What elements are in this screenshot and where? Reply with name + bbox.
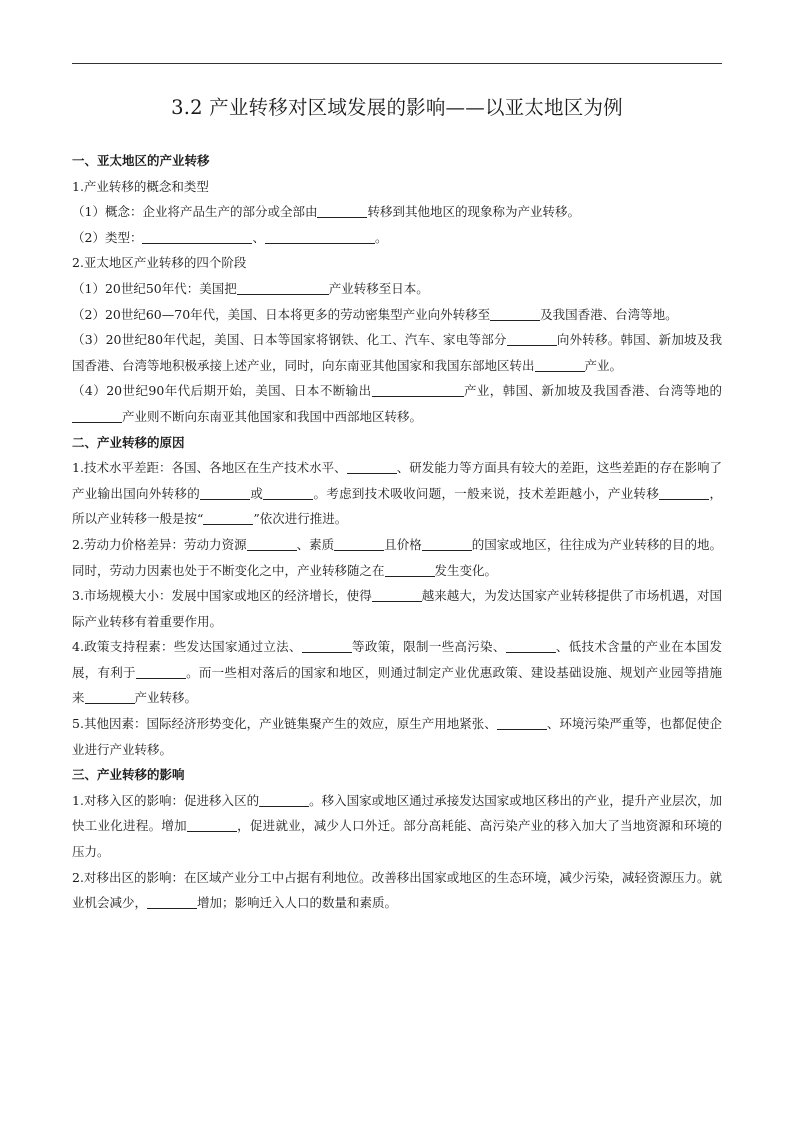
- text: 、: [252, 229, 265, 245]
- paragraph-outflow-impact: [72, 865, 722, 916]
- subheading-stages: 2.亚太地区产业转移的四个阶段: [72, 255, 247, 271]
- text: 的国家或地区，往往成为产业转移的目的地。同时，劳动力因素也处于不断变化之中，产业转移随之在: [72, 536, 722, 578]
- section-heading-2: 二、产业转移的原因: [72, 434, 185, 450]
- blank[interactable]: [334, 536, 384, 551]
- text: 1.对移入区的影响：促进移入区的: [72, 792, 260, 808]
- page-title: 3.2 产业转移对区域发展的影响——以亚太地区为例: [171, 96, 623, 119]
- text: （1）20世纪50年代：美国把: [72, 280, 237, 296]
- paragraph-technology: [72, 455, 722, 532]
- text: （4）20世纪90年代后期开始，美国、日本不断输出: [72, 383, 372, 399]
- text: ”依次进行推进。: [253, 511, 348, 527]
- subheading-concept: 1.产业转移的概念和类型: [72, 178, 209, 194]
- text: （2）20世纪60—70年代，美国、日本将更多的劳动密集型产业向外转移至: [72, 306, 491, 322]
- text: 2.劳动力价格差异：劳动力资源: [72, 536, 247, 552]
- paragraph-stage-3: [72, 327, 722, 378]
- text: 增加；影响迁入人口的数量和素质。: [197, 895, 398, 911]
- text: 及我国香港、台湾等地。: [540, 306, 678, 322]
- text: 向外转移。韩国、新加坡及我国香港、台湾等地积极承接上述产业，同时，向东南亚其他国家和我国东部地区转出: [72, 332, 722, 373]
- blank[interactable]: [659, 485, 709, 500]
- section-heading-1: 一、亚太地区的产业转移: [72, 153, 210, 168]
- text: 等政策，限制一些高污染、: [351, 639, 506, 655]
- text: 2.对移出区的影响：在区域产业分工中占据有利地位。改善移出国家或地区的生态环境，减少污染，减轻资源压力。就业机会减少，: [72, 869, 722, 911]
- blank[interactable]: [263, 485, 313, 500]
- paragraph-other: [72, 711, 722, 762]
- blank[interactable]: [372, 382, 464, 397]
- blank[interactable]: [259, 792, 309, 807]
- text: 产业转移。: [134, 690, 198, 706]
- text: 、低技术含量的产业在本国发展，有利于: [72, 639, 722, 680]
- blank[interactable]: [385, 562, 435, 577]
- text: （2）类型：: [72, 229, 143, 245]
- text: （3）20世纪80年代起，美国、日本等国家将钢铁、化工、汽车、家电等部分: [72, 332, 507, 348]
- text: 转移到其他地区的现象称为产业转移。: [367, 204, 580, 220]
- blank[interactable]: [203, 510, 253, 525]
- blank[interactable]: [200, 485, 250, 500]
- blank[interactable]: [302, 638, 352, 653]
- paragraph-concept: [72, 199, 722, 225]
- blank[interactable]: [317, 203, 367, 218]
- text: 、素质: [296, 536, 335, 552]
- text: 越来越大，为发达国家产业转移提供了市场机遇，对国际产业转移有着重要作用。: [72, 588, 722, 629]
- paragraph-market: [72, 583, 722, 634]
- text: 产业转移至日本。: [328, 280, 429, 296]
- header-rule: [72, 63, 722, 64]
- text: 3.市场规模大小：发展中国家或地区的经济增长，使得: [72, 588, 372, 604]
- text: 产业则不断向东南亚其他国家和我国中西部地区转移。: [122, 408, 423, 424]
- blank[interactable]: [347, 459, 397, 474]
- blank[interactable]: [497, 715, 547, 730]
- text: 产业。: [584, 357, 623, 373]
- blank[interactable]: [247, 536, 297, 551]
- text: 、环境污染严重等，也都促使企业进行产业转移。: [72, 716, 722, 757]
- blank[interactable]: [237, 280, 329, 295]
- blank[interactable]: [85, 689, 135, 704]
- text: ，促进就业，减少人口外迁。部分高耗能、高污染产业的移入加大了当地资源和环境的压力。: [72, 818, 722, 860]
- blank[interactable]: [136, 664, 186, 679]
- text: 发生变化。: [434, 562, 498, 578]
- section-heading-3: 三、产业转移的影响: [72, 767, 185, 783]
- text: （1）概念：企业将产品生产的部分或全部由: [72, 204, 318, 220]
- paragraph-policy: [72, 634, 722, 711]
- blank[interactable]: [187, 817, 237, 832]
- text: 。考虑到技术吸收问题，一般来说，技术差距越小，产业转移: [313, 485, 660, 501]
- blank[interactable]: [535, 357, 585, 372]
- text: 且价格: [384, 536, 422, 552]
- blank[interactable]: [147, 894, 197, 909]
- paragraph-inflow-impact: [72, 788, 722, 865]
- blank[interactable]: [506, 638, 556, 653]
- paragraph-types: [72, 225, 722, 251]
- blank[interactable]: [422, 536, 472, 551]
- blank[interactable]: [72, 408, 122, 423]
- text: 4.政策支持程素：些发达国家通过立法、: [72, 639, 302, 655]
- paragraph-stage-2: [72, 302, 722, 328]
- blank[interactable]: [490, 306, 540, 321]
- blank[interactable]: [265, 229, 375, 244]
- blank[interactable]: [372, 587, 422, 602]
- paragraph-stage-1: [72, 276, 722, 302]
- text: 。移入国家或地区通过承接发达国家或地区移出的产业，提升产业层次，加快工业化进程。增加: [72, 792, 722, 834]
- text: ，所以产业转移一般是按“: [72, 485, 722, 527]
- paragraph-stage-4: [72, 378, 722, 429]
- paragraph-labor: [72, 532, 722, 583]
- document-page: [72, 92, 722, 916]
- text: 。: [374, 229, 388, 245]
- blank[interactable]: [507, 331, 557, 346]
- text: 。而一些相对落后的国家和地区，则通过制定产业优惠政策、建设基础设施、规划产业园等措施来: [72, 664, 722, 706]
- text: 1.技术水平差距：各国、各地区在生产技术水平、: [72, 460, 347, 476]
- text: 产业，韩国、新加坡及我国香港、台湾等地的: [463, 383, 722, 399]
- text: 或: [250, 485, 264, 501]
- blank[interactable]: [142, 229, 252, 244]
- text: 、研发能力等方面具有较大的差距，这些差距的存在影响了产业输出国向外转移的: [72, 460, 722, 501]
- text: 5.其他因素：国际经济形势变化，产业链集聚产生的效应，原生产用地紧张、: [72, 716, 497, 732]
